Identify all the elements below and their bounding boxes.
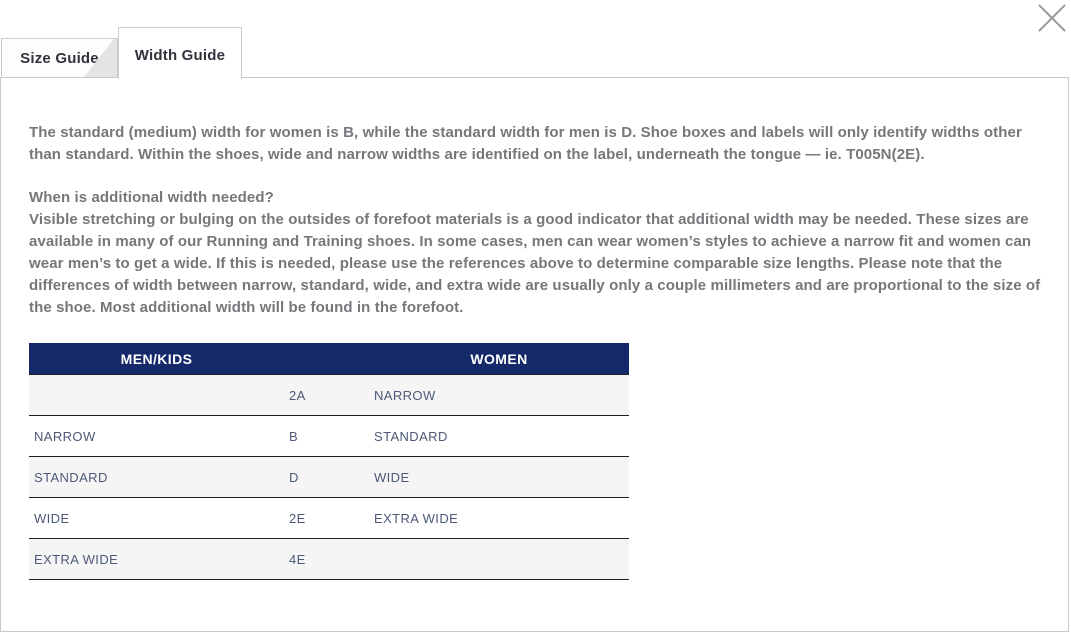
- width-code: B: [284, 416, 369, 457]
- tab-width-guide-label: Width Guide: [134, 47, 226, 64]
- tab-size-guide[interactable]: [1, 38, 118, 77]
- men-width-label: EXTRA WIDE: [29, 539, 284, 580]
- women-width-label: EXTRA WIDE: [369, 498, 629, 539]
- table-row: [29, 539, 629, 580]
- additional-width-question: When is additional width needed?: [29, 189, 274, 206]
- width-code: 2A: [284, 375, 369, 416]
- width-code: 4E: [284, 539, 369, 580]
- men-width-label: [29, 375, 284, 416]
- men-width-label: STANDARD: [29, 457, 284, 498]
- tab-size-guide-label: Size Guide: [20, 50, 99, 67]
- table-row: [29, 416, 629, 457]
- close-icon[interactable]: [1035, 1, 1069, 35]
- additional-width-text: Visible stretching or bulging on the outsides of forefoot materials is a good indicator that additional width may be needed. These sizes are available in many of our Running and Training shoes. In some cases, men can wear women’s styles to achieve a narrow fit and women can wear men’s to get a wide. If this is needed, please use the references above to determine comparable size lengths. Please note that the differences of width between narrow, standard, wide, and extra wide are usually only a couple millimeters and are proportional to the size of the shoe. Most additional width will be found in the forefoot.: [29, 211, 1041, 316]
- width-code: D: [284, 457, 369, 498]
- width-guide-panel: [0, 77, 1069, 632]
- women-width-label: WIDE: [369, 457, 629, 498]
- width-code: 2E: [284, 498, 369, 539]
- table-row: [29, 498, 629, 539]
- women-width-label: [369, 539, 629, 580]
- women-width-label: NARROW: [369, 375, 629, 416]
- width-conversion-table: [29, 343, 629, 580]
- table-row: [29, 457, 629, 498]
- men-width-label: WIDE: [29, 498, 284, 539]
- tab-width-guide[interactable]: [118, 27, 242, 79]
- header-women: WOMEN: [369, 343, 629, 375]
- women-width-label: STANDARD: [369, 416, 629, 457]
- header-code-column: [284, 343, 369, 375]
- table-row: [29, 375, 629, 416]
- table-header-row: [29, 343, 629, 375]
- additional-width-paragraph: [29, 187, 1045, 319]
- header-men-kids: MEN/KIDS: [29, 343, 284, 375]
- men-width-label: NARROW: [29, 416, 284, 457]
- intro-paragraph: The standard (medium) width for women is B, while the standard width for men is D. Shoe boxes and labels will only identify widths other than standard. Within the shoes, wide and narrow widths are identified on the label, underneath the tongue — ie. T005N(2E).: [29, 124, 1022, 163]
